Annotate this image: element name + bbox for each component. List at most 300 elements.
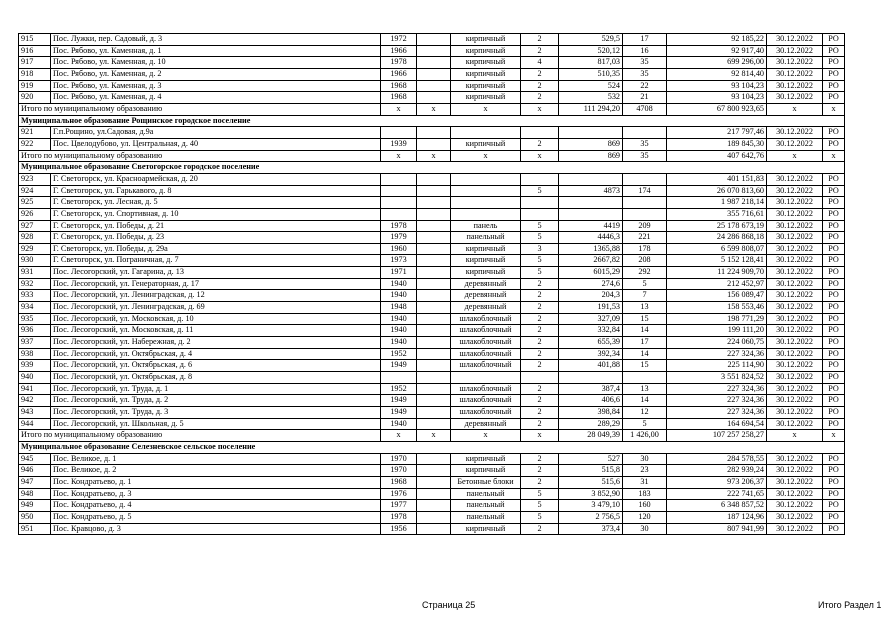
table-row [19, 348, 845, 360]
cell-year-built [381, 127, 417, 139]
cell-wall-material: деревянный [451, 418, 521, 430]
cell-cost: 225 114,90 [667, 360, 767, 372]
cell-program: РО [823, 278, 845, 290]
cell-wear [417, 313, 451, 325]
cell-floors [521, 197, 559, 209]
cell-year-built: 1966 [381, 68, 417, 80]
cell-address: Пос. Лесогорский, ул. Труда, д. 3 [51, 407, 381, 419]
cell-residents: 14 [623, 395, 667, 407]
cell-area: 869 [559, 138, 623, 150]
cell-cost: 93 104,23 [667, 92, 767, 104]
cell-year-built: 1970 [381, 453, 417, 465]
cell-cost: 355 716,61 [667, 208, 767, 220]
table-row [19, 407, 845, 419]
cell-deadline: 30.12.2022 [767, 243, 823, 255]
cell-floors [521, 372, 559, 384]
cell-year-built: 1960 [381, 243, 417, 255]
cell-wall-material: панельный [451, 500, 521, 512]
total-row [19, 150, 845, 162]
cell-area [559, 173, 623, 185]
cell-program: РО [823, 45, 845, 57]
cell-deadline: 30.12.2022 [767, 395, 823, 407]
cell-address: Г. Светогорск, ул. Лесная, д. 5 [51, 197, 381, 209]
cell-floors: 2 [521, 395, 559, 407]
cell-wall-material: панель [451, 220, 521, 232]
cell-program: РО [823, 337, 845, 349]
cell-residents: 31 [623, 476, 667, 488]
cell-row-number: 923 [19, 173, 51, 185]
cell-wear [417, 80, 451, 92]
cell-row-number: 944 [19, 418, 51, 430]
cell-address: Пос. Цвелодубово, ул. Центральная, д. 40 [51, 138, 381, 150]
cell-wall-material [451, 185, 521, 197]
cell-wall-material: кирпичный [451, 45, 521, 57]
cell-year-built [381, 185, 417, 197]
cell-row-number: 925 [19, 197, 51, 209]
cell-row-number: 915 [19, 34, 51, 46]
cell-floors: 2 [521, 313, 559, 325]
cell-row-number: 934 [19, 302, 51, 314]
cell-residents: 5 [623, 418, 667, 430]
cell-cost: 24 286 868,18 [667, 232, 767, 244]
cell-year-built: 1968 [381, 80, 417, 92]
cell-area: 515,6 [559, 476, 623, 488]
total-program: x [823, 430, 845, 442]
cell-program: РО [823, 302, 845, 314]
cell-wear [417, 255, 451, 267]
table-row [19, 488, 845, 500]
cell-cost: 5 152 128,41 [667, 255, 767, 267]
cell-cost: 164 694,54 [667, 418, 767, 430]
cell-wear [417, 407, 451, 419]
cell-deadline: 30.12.2022 [767, 488, 823, 500]
cell-row-number: 940 [19, 372, 51, 384]
cell-residents: 17 [623, 34, 667, 46]
cell-cost: 92 185,22 [667, 34, 767, 46]
cell-program: РО [823, 476, 845, 488]
cell-floors: 2 [521, 290, 559, 302]
cell-wall-material: деревянный [451, 302, 521, 314]
cell-row-number: 926 [19, 208, 51, 220]
cell-year-built: 1979 [381, 232, 417, 244]
cell-row-number: 922 [19, 138, 51, 150]
cell-area: 3 852,90 [559, 488, 623, 500]
cell-cost: 227 324,36 [667, 348, 767, 360]
cell-floors: 2 [521, 383, 559, 395]
cell-row-number: 924 [19, 185, 51, 197]
table-row [19, 372, 845, 384]
cell-floors: 5 [521, 488, 559, 500]
cell-wall-material: панельный [451, 232, 521, 244]
cell-row-number: 927 [19, 220, 51, 232]
cell-address: Пос. Лужки, пер. Садовый, д. 3 [51, 34, 381, 46]
cell-cost: 3 551 824,52 [667, 372, 767, 384]
cell-wall-material: шлакоблочный [451, 383, 521, 395]
cell-deadline: 30.12.2022 [767, 348, 823, 360]
cell-program: РО [823, 138, 845, 150]
cell-wear [417, 197, 451, 209]
cell-row-number: 935 [19, 313, 51, 325]
cell-address: Пос. Лесогорский, ул. Гагарина, д. 13 [51, 267, 381, 279]
cell-program: РО [823, 348, 845, 360]
cell-address: Пос. Рябово, ул. Каменная, д. 4 [51, 92, 381, 104]
housing-register-table [18, 33, 845, 535]
cell-address: Пос. Рябово, ул. Каменная, д. 3 [51, 80, 381, 92]
cell-wear [417, 488, 451, 500]
cell-cost: 227 324,36 [667, 407, 767, 419]
table-row [19, 220, 845, 232]
cell-wall-material: кирпичный [451, 57, 521, 69]
cell-cost: 227 324,36 [667, 383, 767, 395]
cell-year-built [381, 173, 417, 185]
cell-year-built: 1940 [381, 313, 417, 325]
cell-program: РО [823, 208, 845, 220]
cell-floors: 2 [521, 453, 559, 465]
cell-wear [417, 127, 451, 139]
table-row [19, 232, 845, 244]
cell-year-built: 1940 [381, 325, 417, 337]
cell-address: Пос. Лесогорский, ул. Ленинградская, д. 12 [51, 290, 381, 302]
cell-year-built: 1978 [381, 220, 417, 232]
cell-cost: 227 324,36 [667, 395, 767, 407]
table-row [19, 278, 845, 290]
cell-deadline: 30.12.2022 [767, 383, 823, 395]
cell-program: РО [823, 488, 845, 500]
cell-wear [417, 92, 451, 104]
cell-address: Пос. Лесогорский, ул. Труда, д. 1 [51, 383, 381, 395]
cell-residents: 12 [623, 407, 667, 419]
cell-floors: 2 [521, 34, 559, 46]
cell-floors [521, 173, 559, 185]
total-floors: x [521, 430, 559, 442]
table-row [19, 127, 845, 139]
cell-wear [417, 68, 451, 80]
cell-row-number: 951 [19, 523, 51, 535]
cell-row-number: 947 [19, 476, 51, 488]
total-wall-material: x [451, 430, 521, 442]
cell-deadline: 30.12.2022 [767, 232, 823, 244]
cell-wear [417, 418, 451, 430]
cell-residents: 208 [623, 255, 667, 267]
cell-wear [417, 337, 451, 349]
cell-residents [623, 197, 667, 209]
cell-row-number: 937 [19, 337, 51, 349]
cell-floors: 2 [521, 337, 559, 349]
cell-wear [417, 220, 451, 232]
cell-row-number: 917 [19, 57, 51, 69]
cell-deadline: 30.12.2022 [767, 523, 823, 535]
cell-floors: 2 [521, 80, 559, 92]
cell-year-built: 1972 [381, 34, 417, 46]
cell-address: Г. Светогорск, ул. Победы, д. 21 [51, 220, 381, 232]
table-row [19, 360, 845, 372]
cell-deadline: 30.12.2022 [767, 208, 823, 220]
total-row [19, 430, 845, 442]
cell-program: РО [823, 243, 845, 255]
cell-area: 401,88 [559, 360, 623, 372]
cell-year-built: 1939 [381, 138, 417, 150]
cell-area: 532 [559, 92, 623, 104]
cell-floors: 2 [521, 465, 559, 477]
total-cost: 67 800 923,65 [667, 103, 767, 115]
cell-area [559, 208, 623, 220]
cell-year-built: 1949 [381, 360, 417, 372]
cell-program: РО [823, 232, 845, 244]
cell-area: 274,6 [559, 278, 623, 290]
cell-area: 327,09 [559, 313, 623, 325]
cell-row-number: 941 [19, 383, 51, 395]
cell-address: Пос. Лесогорский, ул. Ленинградская, д. 69 [51, 302, 381, 314]
cell-address: Пос. Рябово, ул. Каменная, д. 10 [51, 57, 381, 69]
section-header-row [19, 441, 845, 453]
cell-floors [521, 208, 559, 220]
cell-cost: 282 939,24 [667, 465, 767, 477]
cell-address: Г. Светогорск, ул. Пограничная, д. 7 [51, 255, 381, 267]
cell-floors: 2 [521, 138, 559, 150]
cell-deadline: 30.12.2022 [767, 220, 823, 232]
cell-residents: 30 [623, 523, 667, 535]
cell-area: 529,5 [559, 34, 623, 46]
table-row [19, 523, 845, 535]
cell-residents [623, 127, 667, 139]
cell-floors: 2 [521, 325, 559, 337]
cell-wear [417, 290, 451, 302]
cell-wall-material: кирпичный [451, 138, 521, 150]
cell-row-number: 946 [19, 465, 51, 477]
cell-wear [417, 465, 451, 477]
cell-year-built: 1952 [381, 348, 417, 360]
cell-address: Г.п.Рощино, ул.Садовая, д.9а [51, 127, 381, 139]
cell-year-built: 1973 [381, 255, 417, 267]
cell-area: 332,84 [559, 325, 623, 337]
cell-deadline: 30.12.2022 [767, 407, 823, 419]
cell-deadline: 30.12.2022 [767, 511, 823, 523]
cell-cost: 93 104,23 [667, 80, 767, 92]
cell-residents: 221 [623, 232, 667, 244]
cell-deadline: 30.12.2022 [767, 290, 823, 302]
total-residents: 35 [623, 150, 667, 162]
cell-area: 204,3 [559, 290, 623, 302]
cell-area: 2 756,5 [559, 511, 623, 523]
cell-cost: 92 814,40 [667, 68, 767, 80]
cell-cost: 401 151,83 [667, 173, 767, 185]
table-row [19, 395, 845, 407]
cell-residents: 35 [623, 138, 667, 150]
total-residents: 1 426,00 [623, 430, 667, 442]
cell-wall-material [451, 173, 521, 185]
cell-deadline: 30.12.2022 [767, 68, 823, 80]
cell-deadline: 30.12.2022 [767, 127, 823, 139]
table-row [19, 453, 845, 465]
cell-wall-material: деревянный [451, 290, 521, 302]
cell-cost: 217 797,46 [667, 127, 767, 139]
cell-program: РО [823, 313, 845, 325]
cell-floors: 5 [521, 220, 559, 232]
cell-area: 373,4 [559, 523, 623, 535]
cell-program: РО [823, 290, 845, 302]
cell-address: Пос. Рябово, ул. Каменная, д. 2 [51, 68, 381, 80]
total-program: x [823, 103, 845, 115]
page-number: Страница 25 [422, 600, 476, 610]
cell-area: 387,4 [559, 383, 623, 395]
cell-floors: 5 [521, 185, 559, 197]
cell-floors [521, 127, 559, 139]
cell-area: 406,6 [559, 395, 623, 407]
cell-deadline: 30.12.2022 [767, 34, 823, 46]
table-row [19, 325, 845, 337]
cell-deadline: 30.12.2022 [767, 267, 823, 279]
cell-program: РО [823, 197, 845, 209]
cell-program: РО [823, 465, 845, 477]
cell-area: 520,12 [559, 45, 623, 57]
cell-program: РО [823, 220, 845, 232]
cell-wear [417, 383, 451, 395]
cell-residents: 15 [623, 360, 667, 372]
cell-address: Пос. Кондратьево, д. 4 [51, 500, 381, 512]
cell-cost: 6 348 857,52 [667, 500, 767, 512]
cell-deadline: 30.12.2022 [767, 45, 823, 57]
table-row [19, 465, 845, 477]
cell-wear [417, 232, 451, 244]
cell-wall-material [451, 197, 521, 209]
cell-row-number: 929 [19, 243, 51, 255]
cell-year-built: 1977 [381, 500, 417, 512]
cell-deadline: 30.12.2022 [767, 302, 823, 314]
cell-cost: 807 941,99 [667, 523, 767, 535]
cell-residents: 14 [623, 348, 667, 360]
cell-address: Пос. Великое, д. 2 [51, 465, 381, 477]
table-row [19, 267, 845, 279]
cell-deadline: 30.12.2022 [767, 313, 823, 325]
cell-wear [417, 173, 451, 185]
cell-row-number: 936 [19, 325, 51, 337]
cell-address: Г. Светогорск, ул. Гарькавого, д. 8 [51, 185, 381, 197]
cell-wall-material: кирпичный [451, 465, 521, 477]
table-row [19, 197, 845, 209]
cell-wall-material [451, 208, 521, 220]
cell-row-number: 916 [19, 45, 51, 57]
cell-wall-material: шлакоблочный [451, 337, 521, 349]
cell-address: Пос. Рябово, ул. Каменная, д. 1 [51, 45, 381, 57]
cell-residents: 13 [623, 383, 667, 395]
cell-wear [417, 348, 451, 360]
cell-row-number: 932 [19, 278, 51, 290]
cell-program: РО [823, 255, 845, 267]
cell-year-built: 1952 [381, 383, 417, 395]
section-title: Муниципальное образование Селезневское сельское поселение [19, 441, 845, 453]
table-row [19, 80, 845, 92]
cell-program: РО [823, 360, 845, 372]
cell-area: 510,35 [559, 68, 623, 80]
cell-address: Пос. Кравцово, д. 3 [51, 523, 381, 535]
cell-residents: 35 [623, 57, 667, 69]
total-cost: 107 257 258,27 [667, 430, 767, 442]
cell-wear [417, 45, 451, 57]
total-wall-material: x [451, 150, 521, 162]
cell-cost: 212 452,97 [667, 278, 767, 290]
cell-cost: 222 741,65 [667, 488, 767, 500]
cell-floors: 2 [521, 92, 559, 104]
cell-address: Г. Светогорск, ул. Спортивная, д. 10 [51, 208, 381, 220]
cell-wear [417, 500, 451, 512]
cell-address: Пос. Кондратьево, д. 5 [51, 511, 381, 523]
section-total-label: Итого Раздел 1 [818, 600, 882, 610]
cell-floors: 2 [521, 360, 559, 372]
total-label: Итого по муниципальному образованию [19, 430, 381, 442]
cell-wall-material: Бетонные блоки [451, 476, 521, 488]
cell-deadline: 30.12.2022 [767, 92, 823, 104]
cell-cost: 699 296,00 [667, 57, 767, 69]
cell-area: 392,34 [559, 348, 623, 360]
table-row [19, 337, 845, 349]
cell-program: РО [823, 185, 845, 197]
cell-deadline: 30.12.2022 [767, 372, 823, 384]
cell-year-built: 1968 [381, 92, 417, 104]
cell-address: Пос. Лесогорский, ул. Школьная, д. 5 [51, 418, 381, 430]
cell-residents: 120 [623, 511, 667, 523]
total-wear: x [417, 103, 451, 115]
cell-wear [417, 453, 451, 465]
cell-program: РО [823, 383, 845, 395]
cell-wall-material: кирпичный [451, 267, 521, 279]
cell-residents: 5 [623, 278, 667, 290]
cell-row-number: 920 [19, 92, 51, 104]
cell-wall-material: кирпичный [451, 68, 521, 80]
cell-residents: 23 [623, 465, 667, 477]
cell-program: РО [823, 267, 845, 279]
cell-residents: 16 [623, 45, 667, 57]
cell-address: Г. Светогорск, ул. Победы, д. 29а [51, 243, 381, 255]
cell-residents: 17 [623, 337, 667, 349]
cell-wall-material: кирпичный [451, 453, 521, 465]
cell-area: 817,03 [559, 57, 623, 69]
section-title: Муниципальное образование Светогорское городское поселение [19, 162, 845, 174]
cell-wall-material: панельный [451, 488, 521, 500]
cell-area: 527 [559, 453, 623, 465]
cell-floors: 2 [521, 476, 559, 488]
cell-row-number: 918 [19, 68, 51, 80]
cell-address: Пос. Лесогорский, ул. Московская, д. 11 [51, 325, 381, 337]
cell-wall-material [451, 127, 521, 139]
total-wear: x [417, 150, 451, 162]
total-label: Итого по муниципальному образованию [19, 103, 381, 115]
cell-year-built: 1968 [381, 476, 417, 488]
cell-row-number: 921 [19, 127, 51, 139]
cell-cost: 224 060,75 [667, 337, 767, 349]
cell-wall-material: шлакоблочный [451, 395, 521, 407]
cell-wall-material: шлакоблочный [451, 360, 521, 372]
table-row [19, 34, 845, 46]
cell-wall-material: кирпичный [451, 523, 521, 535]
cell-floors: 5 [521, 500, 559, 512]
cell-residents: 15 [623, 313, 667, 325]
cell-residents: 209 [623, 220, 667, 232]
cell-year-built [381, 197, 417, 209]
cell-deadline: 30.12.2022 [767, 476, 823, 488]
cell-deadline: 30.12.2022 [767, 138, 823, 150]
cell-program: РО [823, 407, 845, 419]
total-floors: x [521, 150, 559, 162]
cell-area: 4446,3 [559, 232, 623, 244]
cell-cost: 92 917,40 [667, 45, 767, 57]
cell-deadline: 30.12.2022 [767, 337, 823, 349]
cell-address: Пос. Лесогорский, ул. Октябрьская, д. 8 [51, 372, 381, 384]
cell-residents: 35 [623, 68, 667, 80]
cell-deadline: 30.12.2022 [767, 325, 823, 337]
cell-cost: 156 089,47 [667, 290, 767, 302]
cell-area: 2667,82 [559, 255, 623, 267]
cell-program: РО [823, 57, 845, 69]
